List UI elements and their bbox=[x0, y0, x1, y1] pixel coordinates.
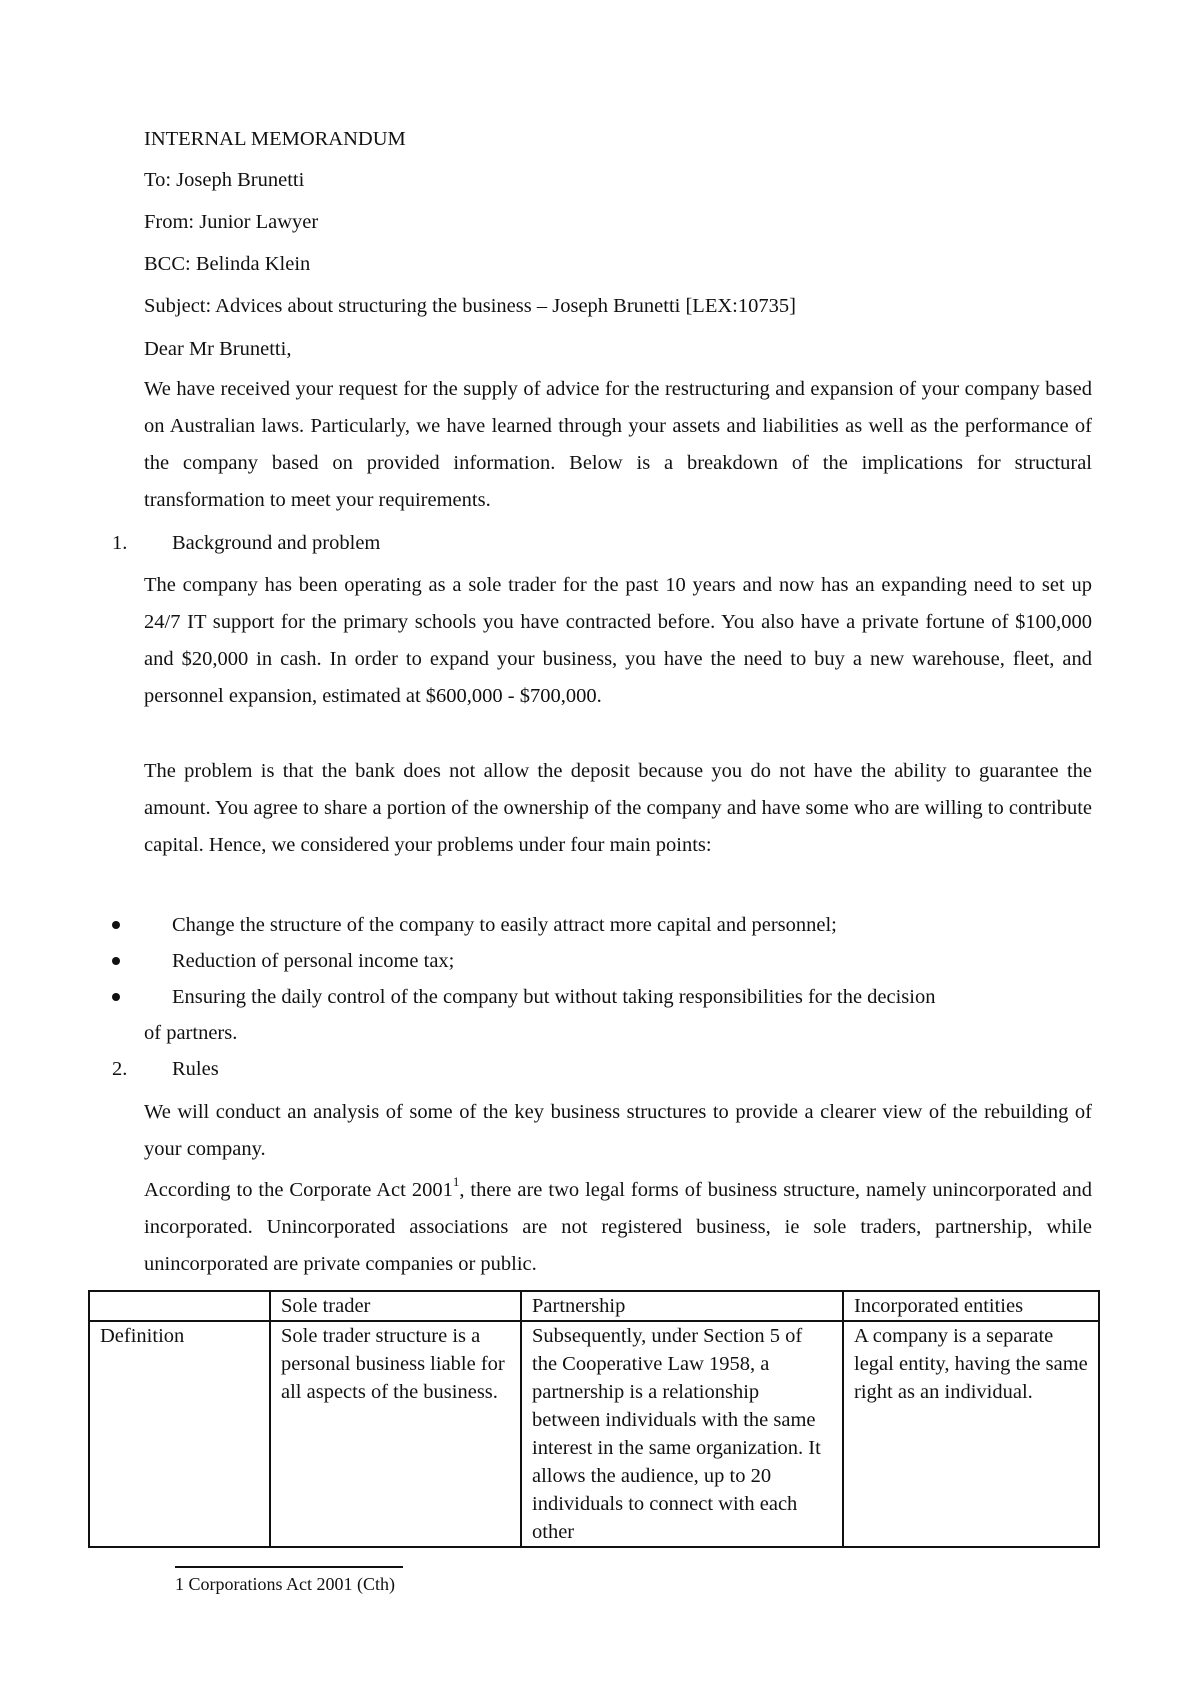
section-2-heading: Rules bbox=[172, 1058, 219, 1080]
memo-from: From: Junior Lawyer bbox=[144, 211, 319, 233]
table-header-cell: Partnership bbox=[521, 1291, 843, 1321]
table-header-cell bbox=[89, 1291, 270, 1321]
memo-subject: Subject: Advices about structuring the business – Joseph Brunetti [LEX:10735] bbox=[144, 295, 796, 317]
section-2-number: 2. bbox=[112, 1058, 128, 1080]
table-cell-partnership: Subsequently, under Section 5 of the Cooperative Law 1958, a partnership is a relationship between individuals with the same interest in the same organization. It allows the audience, up to 20 individuals to connect with each other bbox=[521, 1321, 843, 1547]
table-header-row bbox=[89, 1291, 1099, 1321]
memo-title: INTERNAL MEMORANDUM bbox=[144, 128, 406, 150]
table-header-cell: Incorporated entities bbox=[843, 1291, 1099, 1321]
bullet-continuation: of partners. bbox=[144, 1022, 238, 1044]
table-row-label: Definition bbox=[89, 1321, 270, 1547]
table-cell-incorporated: A company is a separate legal entity, having the same right as an individual. bbox=[843, 1321, 1099, 1547]
table-header-cell: Sole trader bbox=[270, 1291, 521, 1321]
bullet-icon bbox=[112, 957, 120, 965]
corporate-act-paragraph bbox=[144, 1172, 1092, 1283]
bullet-icon bbox=[112, 921, 120, 929]
footnote: 1 Corporations Act 2001 (Cth) bbox=[175, 1574, 395, 1594]
memo-bcc: BCC: Belinda Klein bbox=[144, 253, 311, 275]
bullet-text: Ensuring the daily control of the company but without taking responsibilities for the decision bbox=[172, 986, 936, 1008]
business-structure-table bbox=[88, 1290, 1100, 1548]
table-row bbox=[89, 1321, 1099, 1547]
table-cell-sole-trader: Sole trader structure is a personal business liable for all aspects of the business. bbox=[270, 1321, 521, 1547]
intro-paragraph: We have received your request for the supply of advice for the restructuring and expansion of your company based on Australian laws. Particularly, we have learned through your assets and liabilities as well as the performance of the company based on provided information. Below is a breakdown of the implications for structural transformation to meet your requirements. bbox=[144, 378, 1092, 511]
section-1-number: 1. bbox=[112, 532, 128, 554]
memo-to: To: Joseph Brunetti bbox=[144, 169, 305, 191]
memo-salutation: Dear Mr Brunetti, bbox=[144, 338, 292, 360]
footnote-reference: 1 bbox=[452, 1174, 460, 1190]
background-paragraph: The company has been operating as a sole trader for the past 10 years and now has an expanding need to set up 24/7 IT support for the primary schools you have contracted before. You also have a private fortune of $100,000 and $20,000 in cash. In order to expand your business, you have the need to buy a new warehouse, fleet, and personnel expansion, estimated at $600,000 - $700,000. bbox=[144, 574, 1092, 707]
section-1-heading: Background and problem bbox=[172, 532, 381, 554]
bullet-text: Change the structure of the company to easily attract more capital and personnel; bbox=[172, 914, 837, 936]
problem-paragraph: The problem is that the bank does not allow the deposit because you do not have the ability to guarantee the amount. You agree to share a portion of the ownership of the company and have some who are willing to contribute capital. Hence, we considered your problems under four main points: bbox=[144, 760, 1092, 856]
corporate-act-text-start: According to the Corporate Act 2001 bbox=[144, 1179, 453, 1201]
bullet-icon bbox=[112, 993, 120, 1001]
corporate-act-text-end: , there are two legal forms of business structure, namely unincorporated and incorporated. Unincorporated associations are not registered business, ie sole traders, partnership, while unincorporated are private companies or public. bbox=[144, 1179, 1093, 1275]
rules-paragraph: We will conduct an analysis of some of the key business structures to provide a clearer view of the rebuilding of your company. bbox=[144, 1101, 1092, 1160]
bullet-text: Reduction of personal income tax; bbox=[172, 950, 455, 972]
footnote-divider bbox=[175, 1566, 403, 1568]
